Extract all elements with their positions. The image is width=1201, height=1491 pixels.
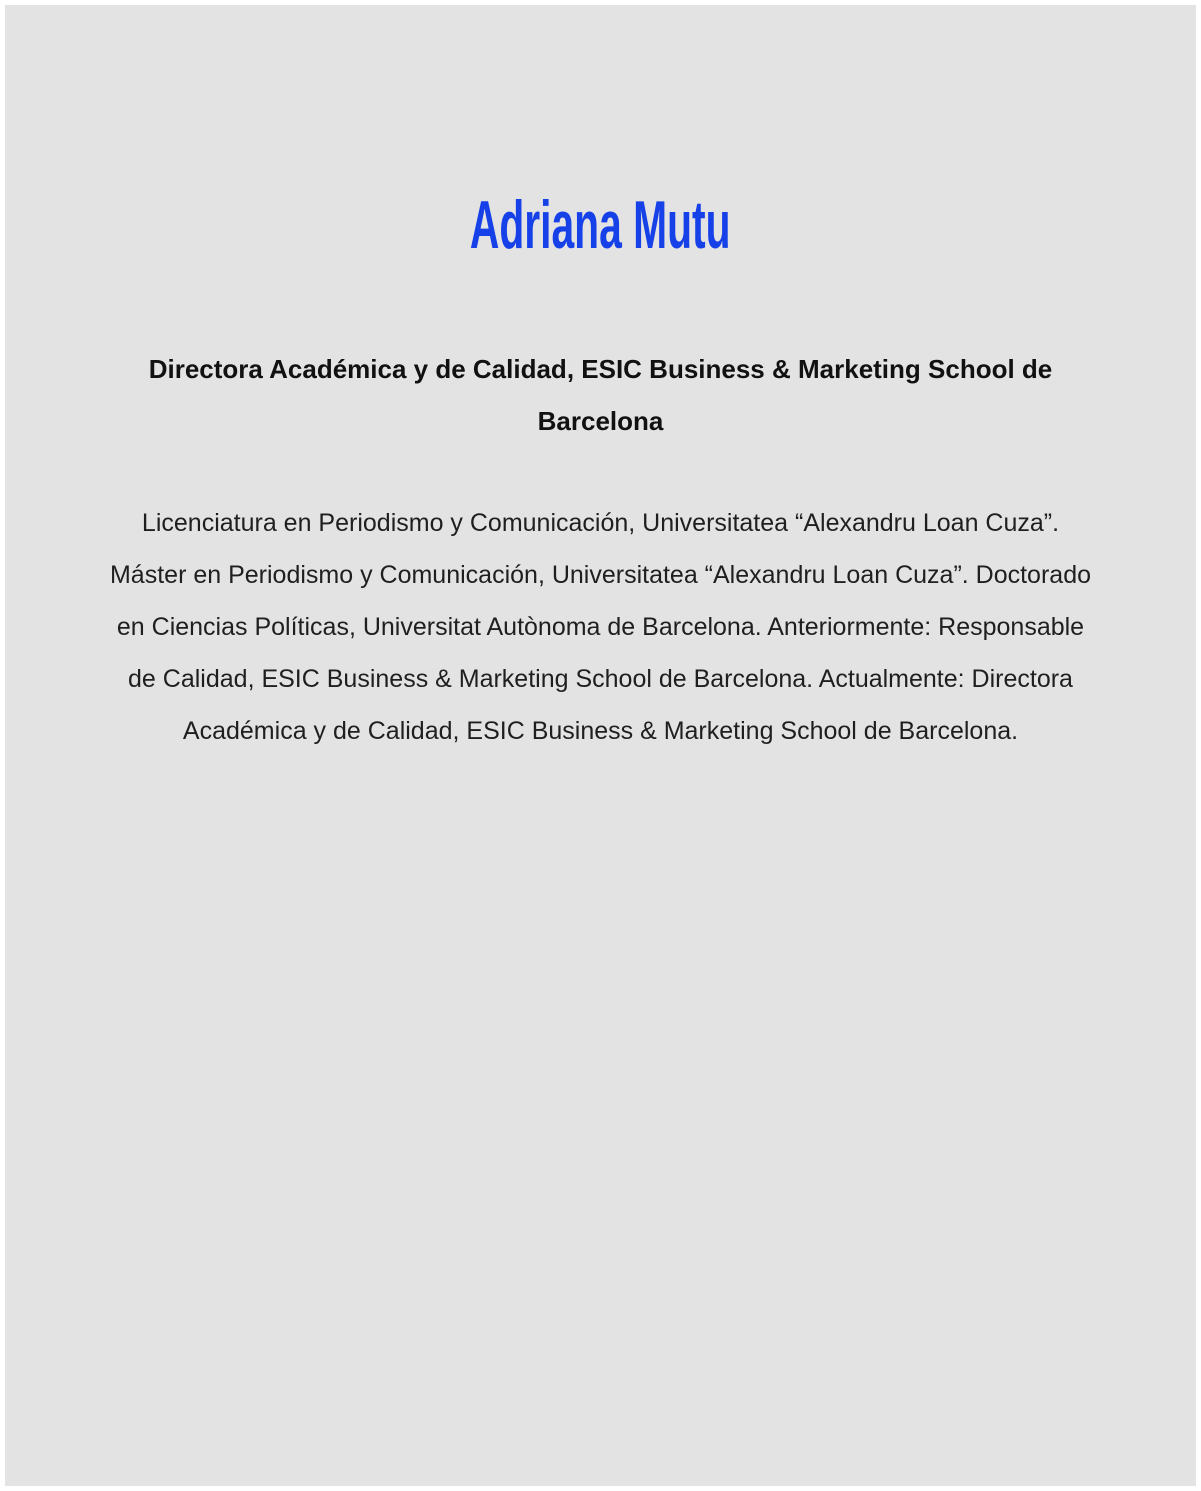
page-title-text: Adriana Mutu <box>470 187 731 263</box>
page-title <box>5 187 1196 263</box>
bio-subtitle: Directora Académica y de Calidad, ESIC Business & Marketing School de Barcelona <box>148 354 1053 436</box>
bio-page <box>5 5 1196 1486</box>
bio-paragraph: Licenciatura en Periodismo y Comunicación, Universitatea “Alexandru Loan Cuza”. Máster en Periodismo y Comunicación, Universitatea “Alexandru Loan Cuza”. Doctorado en Ciencias Políticas, Universitat Autònoma de Barcelona. Anteriormente: Responsable de Calidad, ESIC Business & Marketing School de Barcelona. Actualmente: Directora Académica y de Calidad, ESIC Business & Marketing School de Barcelona. <box>109 509 1092 745</box>
